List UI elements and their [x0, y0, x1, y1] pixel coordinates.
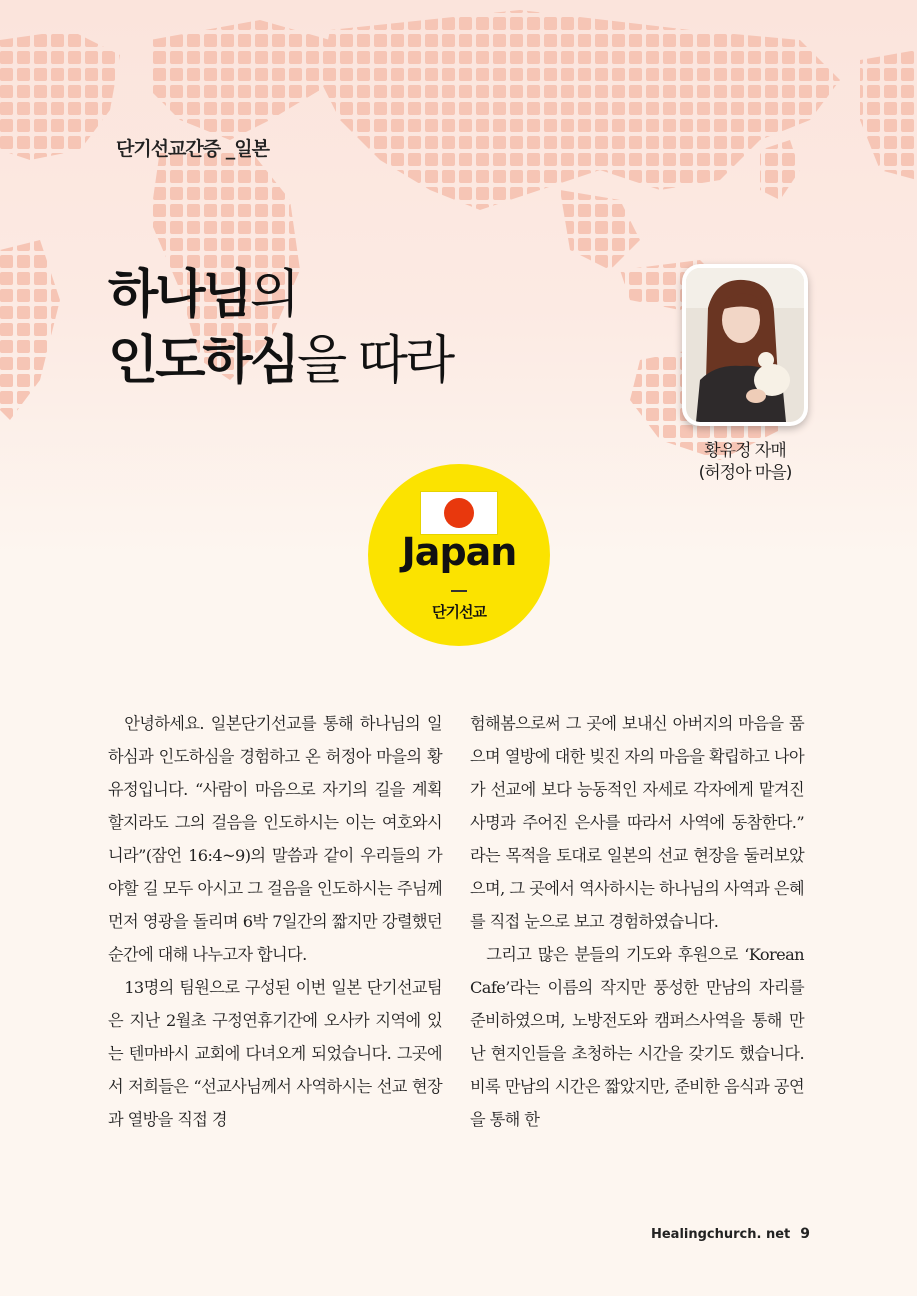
japan-flag-icon [421, 492, 497, 534]
section-label: 단기선교간증 _일본 [116, 138, 269, 160]
author-name: 황유정 자매 [704, 441, 786, 461]
author-caption [660, 440, 830, 484]
badge-divider [451, 590, 467, 592]
badge-country: Japan [401, 530, 517, 574]
title-line-2: 인도하심을 따라 [108, 331, 453, 391]
title-line-1: 하나님의 [108, 265, 297, 325]
footer [640, 1226, 810, 1242]
footer-site: Healingchurch. net [650, 1227, 791, 1242]
paragraph: 13명의 팀원으로 구성된 이번 일본 단기선교팀은 지난 2월초 구정연휴기간에 오사카 지역에 있는 텐마바시 교회에 다녀오게 되었습니다. 그곳에서 저희들은 “선교사님께서 사역하시는 선교 현장과 열방을 직접 경 [108, 978, 442, 1129]
page-title [108, 262, 452, 394]
flag-sun-disc [444, 498, 474, 528]
portrait-image [686, 268, 804, 422]
page-number: 9 [800, 1226, 810, 1242]
body-column-left [108, 707, 442, 1136]
country-badge [368, 464, 550, 646]
paragraph: 그리고 많은 분들의 기도와 후원으로 ‘Korean Cafe’라는 이름의 작지만 풍성한 만남의 자리를 준비하였으며, 노방전도와 캠퍼스사역을 통해 만난 현지인들을 초청하는 시간을 갖기도 했습니다. 비록 만남의 시간은 짧았지만, 준비한 음식과 공연을 통해 한 [470, 945, 804, 1129]
body-column-right [470, 707, 804, 1136]
paragraph: 험해봄으로써 그 곳에 보내신 아버지의 마음을 품으며 열방에 대한 빚진 자의 마음을 확립하고 나아가 선교에 보다 능동적인 자세로 각자에게 맡겨진 사명과 주어진 은사를 따라서 사역에 동참한다.” 라는 목적을 토대로 일본의 선교 현장을 둘러보았으며, 그 곳에서 역사하시는 하나님의 사역과 은혜를 직접 눈으로 보고 경험하였습니다. [470, 714, 804, 931]
author-group: (허정아 마을) [698, 463, 792, 483]
paragraph: 안녕하세요. 일본단기선교를 통해 하나님의 일하심과 인도하심을 경험하고 온 허정아 마을의 황유정입니다. “사람이 마음으로 자기의 길을 계획할지라도 그의 걸음을 인도하시는 이는 여호와시니라”(잠언 16:4~9)의 말씀과 같이 우리들의 가야할 길 모두 아시고 그 걸음을 인도하시는 주님께 먼저 영광을 돌리며 6박 7일간의 짧지만 강렬했던 순간에 대해 나누고자 합니다. [108, 714, 442, 964]
author-photo [682, 264, 808, 426]
badge-label: 단기선교 [432, 603, 486, 621]
